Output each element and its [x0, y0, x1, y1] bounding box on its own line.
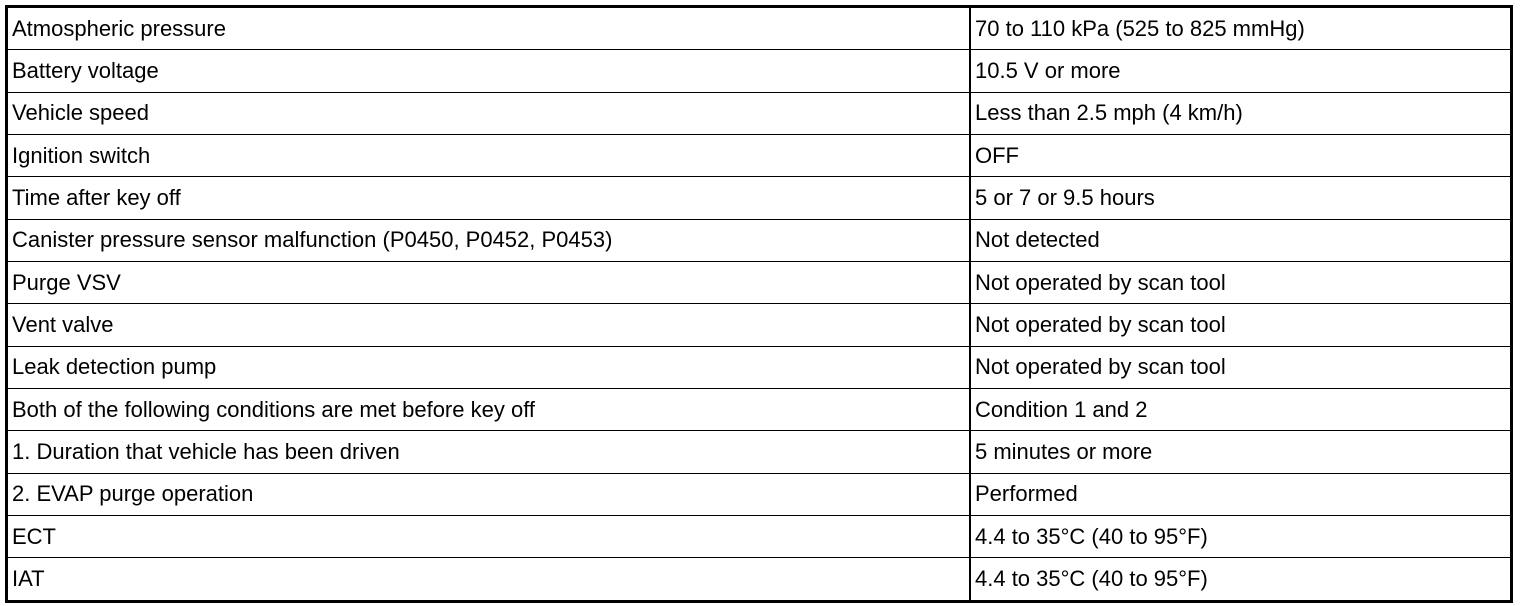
condition-value: 10.5 V or more: [970, 50, 1510, 92]
table-row: [8, 516, 1510, 558]
table-row: [8, 346, 1510, 388]
condition-value: Less than 2.5 mph (4 km/h): [970, 92, 1510, 134]
condition-item: ECT: [8, 516, 970, 558]
condition-item: Atmospheric pressure: [8, 8, 970, 50]
table-row: [8, 262, 1510, 304]
condition-item: Battery voltage: [8, 50, 970, 92]
table-row: [8, 558, 1510, 600]
condition-item: Leak detection pump: [8, 346, 970, 388]
condition-value: Not detected: [970, 219, 1510, 261]
condition-item: Both of the following conditions are met before key off: [8, 389, 970, 431]
condition-value: 4.4 to 35°C (40 to 95°F): [970, 558, 1510, 600]
table-row: [8, 389, 1510, 431]
table-row: [8, 92, 1510, 134]
condition-value: OFF: [970, 135, 1510, 177]
condition-value: 5 or 7 or 9.5 hours: [970, 177, 1510, 219]
conditions-table: [8, 8, 1510, 600]
condition-item: Ignition switch: [8, 135, 970, 177]
condition-value: 5 minutes or more: [970, 431, 1510, 473]
table-row: [8, 473, 1510, 515]
table-row: [8, 50, 1510, 92]
condition-value: Not operated by scan tool: [970, 304, 1510, 346]
table-row: [8, 219, 1510, 261]
conditions-table-frame: [5, 5, 1513, 603]
condition-item: 1. Duration that vehicle has been driven: [8, 431, 970, 473]
condition-value: Not operated by scan tool: [970, 346, 1510, 388]
table-row: [8, 8, 1510, 50]
condition-value: 4.4 to 35°C (40 to 95°F): [970, 516, 1510, 558]
table-row: [8, 135, 1510, 177]
table-row: [8, 177, 1510, 219]
condition-item: Vehicle speed: [8, 92, 970, 134]
table-row: [8, 304, 1510, 346]
condition-item: 2. EVAP purge operation: [8, 473, 970, 515]
condition-value: Performed: [970, 473, 1510, 515]
condition-item: Purge VSV: [8, 262, 970, 304]
condition-value: Not operated by scan tool: [970, 262, 1510, 304]
table-row: [8, 431, 1510, 473]
condition-value: 70 to 110 kPa (525 to 825 mmHg): [970, 8, 1510, 50]
condition-item: Vent valve: [8, 304, 970, 346]
condition-item: IAT: [8, 558, 970, 600]
condition-item: Time after key off: [8, 177, 970, 219]
condition-value: Condition 1 and 2: [970, 389, 1510, 431]
condition-item: Canister pressure sensor malfunction (P0450, P0452, P0453): [8, 219, 970, 261]
